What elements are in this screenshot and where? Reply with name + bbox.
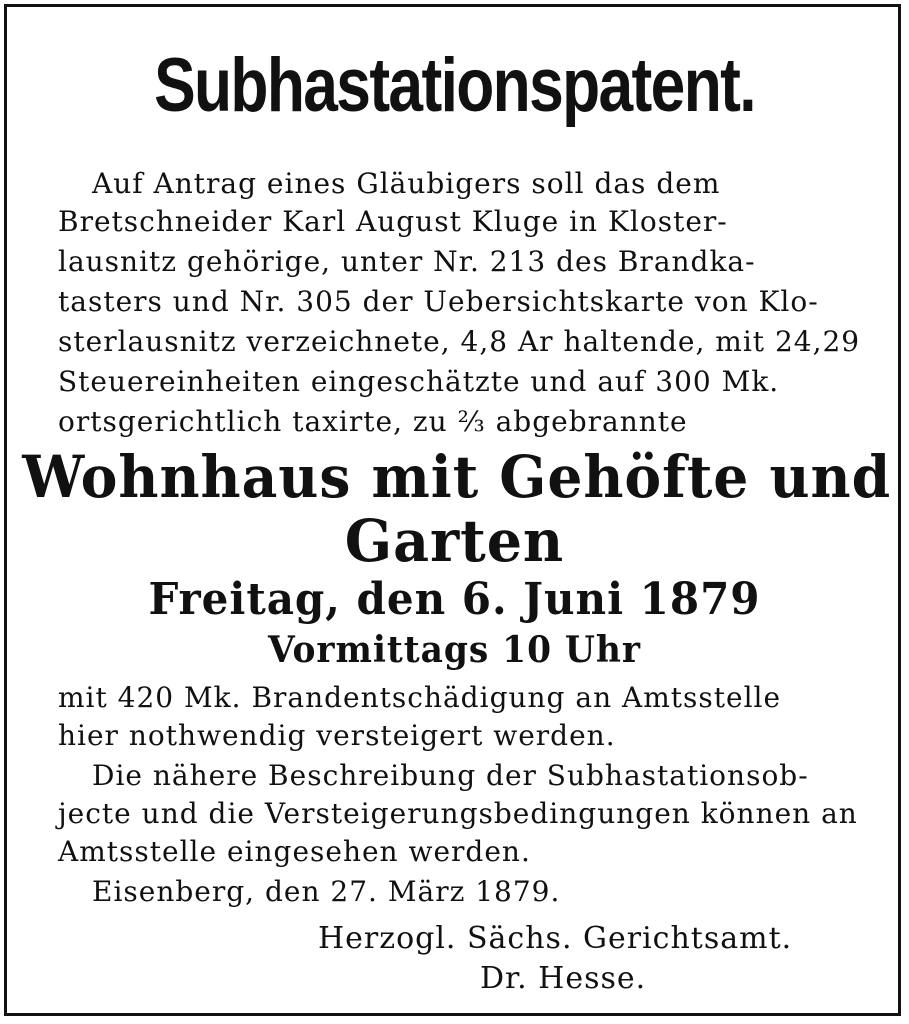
description-line-3: Amtsstelle eingesehen werden. <box>58 835 531 868</box>
description-line-2: jecte und die Versteigerungsbedingungen können an <box>58 797 858 830</box>
sale-line-2: hier nothwendig versteigert werden. <box>58 719 616 752</box>
property-heading-line-1: Wohnhaus mit Gehöfte und <box>22 443 892 511</box>
intro-line-1: Auf Antrag eines Gläubigers soll das dem <box>92 167 721 200</box>
intro-line-7: ortsgerichtlich taxirte, zu ⅔ abgebrannte <box>58 405 688 438</box>
issuing-authority: Herzogl. Sächs. Gerichtsamt. <box>318 921 793 956</box>
auction-date: Freitag, den 6. Juni 1879 <box>148 574 761 625</box>
notice-headline: Subhastationspatent. <box>154 43 755 128</box>
intro-line-2: Bretschneider Karl August Kluge in Kloster- <box>58 205 728 238</box>
property-heading-line-2: Garten <box>344 507 565 575</box>
intro-line-5: sterlausnitz verzeichnete, 4,8 Ar haltende, mit 24,29 <box>58 325 861 358</box>
intro-line-4: tasters und Nr. 305 der Uebersichtskarte von Klo- <box>58 285 819 318</box>
auction-time: Vormittags 10 Uhr <box>268 629 641 671</box>
intro-line-6: Steuereinheiten eingeschätzte und auf 300 Mk. <box>58 365 780 398</box>
intro-line-3: lausnitz gehörige, unter Nr. 213 des Brandka- <box>58 245 756 278</box>
place-date: Eisenberg, den 27. März 1879. <box>92 875 561 908</box>
description-line-1: Die nähere Beschreibung der Subhastationsob- <box>92 759 809 792</box>
signatory: Dr. Hesse. <box>480 961 647 996</box>
sale-line-1: mit 420 Mk. Brandentschädigung an Amtsstelle <box>58 681 782 714</box>
